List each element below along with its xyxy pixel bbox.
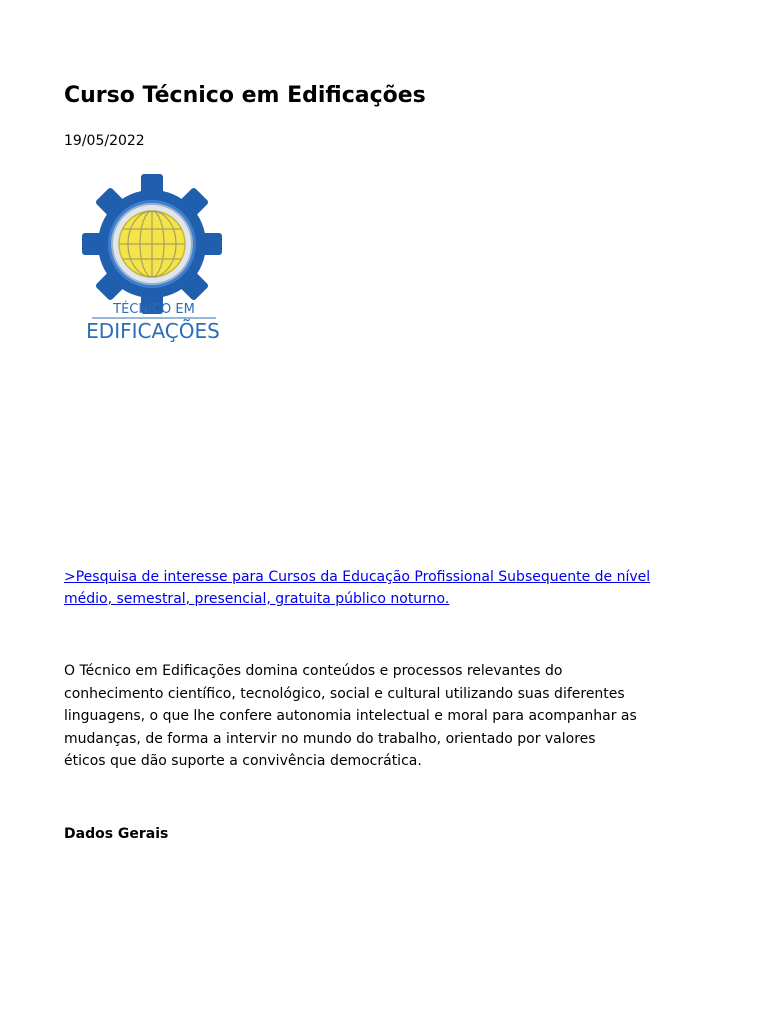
- survey-link[interactable]: >Pesquisa de interesse para Cursos da Educação Profissional Subsequente de nível médio, semestral, presencial, gratuita público noturno.: [64, 569, 651, 607]
- course-logo: [64, 168, 242, 344]
- gear-globe-icon: [64, 168, 242, 344]
- page-title: Curso Técnico em Edificações: [64, 83, 426, 108]
- section-heading-dados-gerais: Dados Gerais: [64, 826, 169, 842]
- course-description: O Técnico em Edificações domina conteúdos e processos relevantes do conhecimento científico, tecnológico, social e cultural utilizando suas diferentes linguagens, o que lhe confere autonomia intelectual e moral para acompanhar as mudanças, de forma a intervir no mundo do trabalho, orientado por valores éticos que dão suporte a convivência democrática.: [64, 663, 637, 769]
- logo-line1: TÉCNICO EM: [113, 302, 195, 317]
- publish-date: 19/05/2022: [64, 133, 145, 149]
- survey-link-paragraph: [64, 566, 694, 610]
- logo-line2: EDIFICAÇÕES: [86, 319, 220, 343]
